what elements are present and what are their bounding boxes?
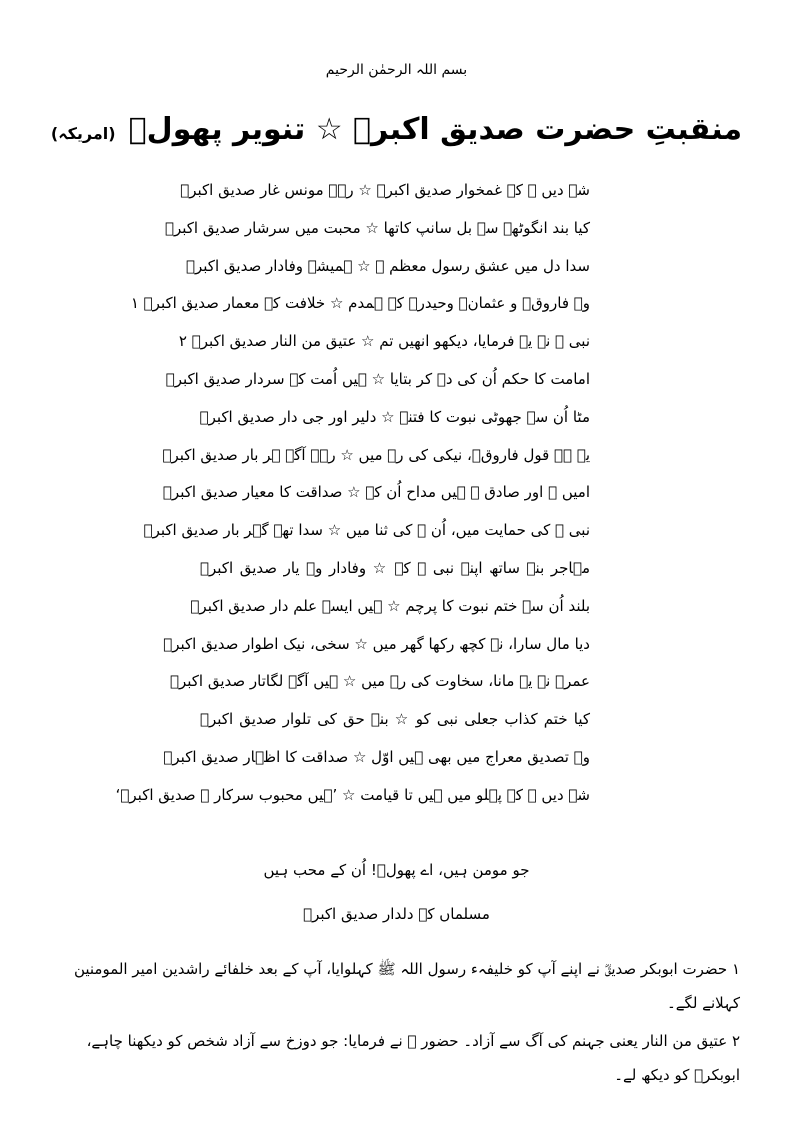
verse-line: مٹا اُن سے جھوٹی نبوت کا فتنہ ☆ دلیر اور جی دار صدیق اکبرؓ xyxy=(199,407,590,426)
closing-line: جو مومن ہیں، اے پھولؔ! اُن کے محب ہیں xyxy=(263,861,530,879)
footnote-1: ۱ حضرت ابوبکر صدیقؓ نے اپنے آپ کو خلیفہء رسول اللہ ﷺ کہلوایا، آپ کے بعد خلفائے راشدین امیر المومنین کہلانے لگے۔ xyxy=(73,960,740,1012)
verse-line: امیں ﷺ اور صادق ﷺ ہیں مداح اُن کے ☆ صداقت کا معیار صدیق اکبرؓ xyxy=(162,483,590,502)
verse-line: یہ ہے قول فاروقؓ، نیکی کی رہ میں ☆ رہے آگے ہر بار صدیق اکبرؓ xyxy=(162,445,590,464)
verse-line: امامت کا حکم اُن کی دے کر بتایا ☆ ہیں اُمت کے سردار صدیق اکبرؓ xyxy=(165,369,590,388)
verse-line: شہ دیں ﷺ کے غمخوار صدیق اکبرؓ ☆ رہے مونس غار صدیق اکبرؓ xyxy=(180,181,590,199)
footnote-2: ۲ عتیق من النار یعنی جہنم کی آگ سے آزاد۔ حضور ﷺ نے فرمایا: جو دوزخ سے آزاد شخص کو دیکھنا چاہے، ابوبکرؓ کو دیکھ لے۔ xyxy=(86,1032,740,1084)
page-title xyxy=(0,112,793,147)
verse-line: نبی ﷺ کی حمایت میں، اُن ﷺ کی ثنا میں ☆ سدا تھے گہر بار صدیق اکبرؓ xyxy=(143,521,590,540)
footnotes xyxy=(40,952,740,1092)
poem-verses xyxy=(115,172,590,815)
closing-line: مسلماں کے دلدار صدیق اکبرؓ xyxy=(303,905,490,923)
verse-line: عمرؓ نے یہ مانا، سخاوت کی رہ میں ☆ ہیں آگے لگاتار صدیق اکبرؓ xyxy=(169,672,590,691)
verse-line: وہ فاروقؓ و عثمانؓ وحیدرؓ کے ہمدم ☆ خلافت کے معمار صدیق اکبرؓ ۱ xyxy=(130,294,590,313)
verse-line: نبی ﷺ نے یہ فرمایا، دیکھو انھیں تم ☆ عتیق من النار صدیق اکبرؓ ۲ xyxy=(178,332,590,351)
closing-couplet xyxy=(0,848,793,936)
verse-line: مہاجر بنے ساتھ اپنے نبی ﷺ کے ☆ وفادار وہ یار صدیق اکبرؓ xyxy=(200,558,590,577)
verse-line: سدا دل میں عشق رسول معظم ﷺ ☆ ہمیشہ وفادار صدیق اکبرؓ xyxy=(186,256,590,275)
bismillah: بسم اللہ الرحمٰن الرحیم xyxy=(325,62,468,78)
verse-line: بلند اُن سے ختم نبوت کا پرچم ☆ ہیں ایسے علم دار صدیق اکبرؓ xyxy=(190,596,590,615)
title-location: (امریکہ) xyxy=(50,124,116,143)
verse-line: شہ دیں ﷺ کے پہلو میں ہیں تا قیامت ☆ ’ہیں محبوب سرکار ﷺ صدیق اکبرؓ‘ xyxy=(115,785,590,804)
verse-line: کیا ختم کذاب جعلی نبی کو ☆ بنے حق کی تلوار صدیق اکبرؓ xyxy=(200,710,590,729)
verse-line: دیا مال سارا، نہ کچھ رکھا گھر میں ☆ سخی، نیک اطوار صدیق اکبرؓ xyxy=(163,634,590,653)
verse-line: کیا بند انگوٹھے سے بل سانپ کاتھا ☆ محبت میں سرشار صدیق اکبرؓ xyxy=(164,218,590,237)
title-text: منقبتِ حضرت صدیق اکبرؓ ☆ تنویر پھولؔ xyxy=(128,112,743,147)
verse-line: وہ تصدیق معراج میں بھی ہیں اوّل ☆ صداقت کا اظہار صدیق اکبرؓ xyxy=(163,747,590,766)
